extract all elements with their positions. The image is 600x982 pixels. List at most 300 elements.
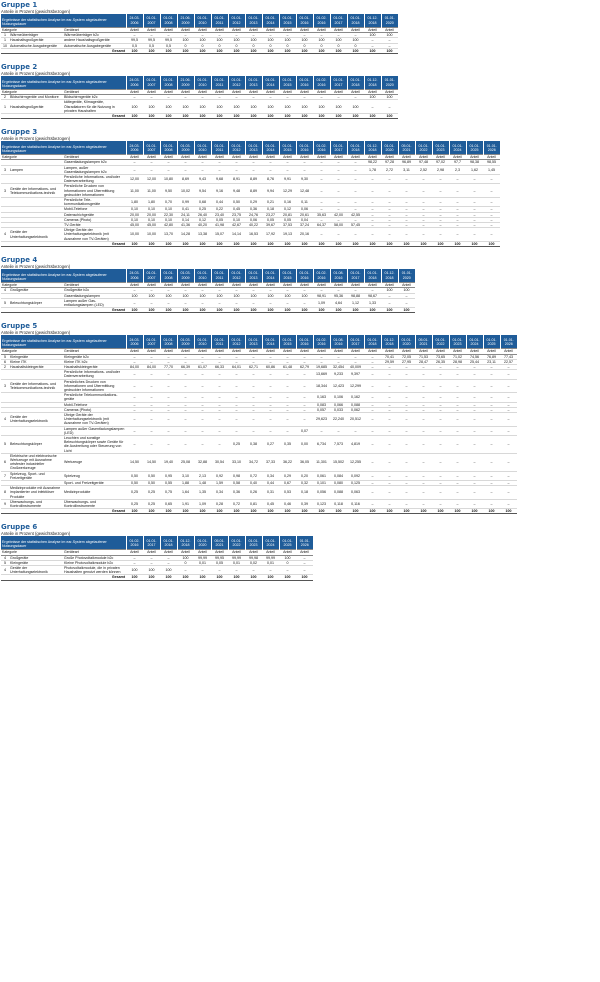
share-value: – [296, 298, 313, 307]
category-number [1, 370, 9, 379]
anteil-header: Anteil [126, 550, 143, 555]
date-header: 01.01. 2026 [483, 141, 500, 155]
date-header: 01.01. 2025 [466, 141, 483, 155]
category-name [9, 198, 63, 207]
share-value: 100 [313, 100, 330, 114]
share-value: – [160, 412, 177, 426]
group-section [1, 523, 599, 580]
share-value: 3,10 [177, 471, 194, 480]
share-value: 1,80 [126, 198, 143, 207]
share-value: – [279, 359, 296, 364]
share-value: – [330, 207, 347, 212]
share-value: – [279, 412, 296, 426]
share-value: – [466, 481, 483, 486]
share-value: 100 [313, 38, 330, 43]
share-value: – [398, 426, 415, 435]
date-header: 01.01. 2018 [364, 335, 381, 349]
share-value: 15,07 [211, 228, 228, 242]
geraeteart-header: Geräteart [63, 550, 126, 555]
share-value: – [160, 370, 177, 379]
total-value: 100 [296, 48, 313, 53]
share-value: 23,40 [211, 212, 228, 217]
share-value: – [177, 402, 194, 407]
total-value: 100 [143, 575, 160, 580]
total-value: 100 [449, 241, 466, 246]
share-value: – [432, 481, 449, 486]
share-value: – [381, 379, 398, 393]
share-value: – [245, 370, 262, 379]
group-subtitle: Anteile in Prozent (gewichtsbezogen) [1, 136, 71, 142]
group-title: Gruppe 5 [1, 322, 38, 331]
share-value: 0,123 [313, 499, 330, 508]
share-value: 73,65 [432, 354, 449, 359]
category-number: 10 [3, 43, 7, 48]
share-value: 1,12 [347, 298, 364, 307]
share-value: 1,78 [364, 165, 381, 174]
date-header: 01.01. 2010 [194, 141, 211, 155]
table-caption: Ergebnisse der statistischen Analyse im ear-System abgelaufener Nutzungsdauer [1, 14, 126, 28]
table-row [1, 100, 398, 114]
share-value: – [381, 228, 398, 242]
share-value: 0,18 [296, 486, 313, 500]
date-header: 01.01. 2016 [296, 76, 313, 90]
share-value: – [432, 402, 449, 407]
date-header: 01.01. 2017 [330, 14, 347, 28]
date-header: 01.03. 2009 [177, 141, 194, 155]
share-value: – [449, 435, 466, 453]
share-value: 0,29 [279, 471, 296, 480]
share-value: – [466, 379, 483, 393]
share-value: – [126, 426, 143, 435]
share-value: – [211, 379, 228, 393]
share-value: – [432, 212, 449, 217]
share-value: – [500, 370, 517, 379]
share-value: – [415, 471, 432, 480]
share-value: 100 [347, 100, 364, 114]
share-value: – [449, 198, 466, 207]
share-value: – [415, 212, 432, 217]
share-value: – [143, 402, 160, 407]
device-type: Mobil-Telefone [63, 402, 126, 407]
anteil-header: Anteil [500, 349, 517, 354]
date-header: 01.01. 2013 [245, 335, 262, 349]
share-value: – [177, 407, 194, 412]
share-value: 99,99 [194, 555, 211, 560]
share-value: 0,65 [160, 499, 177, 508]
date-header: 01.01. 2025 [483, 335, 500, 349]
share-value: – [262, 298, 279, 307]
share-value: – [466, 364, 483, 369]
date-header: 01.01. 2014 [262, 14, 279, 28]
anteil-header: Anteil [211, 349, 228, 354]
share-value: 20,00 [126, 212, 143, 217]
share-value: – [347, 228, 364, 242]
share-value: 9,68 [211, 175, 228, 184]
share-value: – [381, 212, 398, 217]
total-value: 100 [483, 509, 500, 514]
share-value: – [483, 212, 500, 217]
share-value: – [160, 379, 177, 393]
total-value: 100 [279, 114, 296, 119]
share-value: 45,00 [143, 223, 160, 228]
total-value: 100 [194, 509, 211, 514]
share-value: – [160, 359, 177, 364]
total-value: 100 [449, 509, 466, 514]
share-value: 0,38 [245, 435, 262, 453]
total-value: 100 [228, 575, 245, 580]
category-number [1, 175, 9, 184]
date-header: 01.01. 2026 [296, 536, 313, 550]
total-value: 100 [211, 308, 228, 313]
share-value: 0,22 [211, 207, 228, 212]
total-value: 100 [194, 114, 211, 119]
share-value: – [126, 354, 143, 359]
share-value: 0,033 [330, 407, 347, 412]
share-value: – [398, 198, 415, 207]
share-value: 100 [177, 100, 194, 114]
share-value: 23,11 [483, 359, 500, 364]
share-value: 0,44 [262, 481, 279, 486]
date-header: 01.12. 2018 [364, 76, 381, 90]
category-number: 5 [1, 560, 9, 565]
share-value: – [483, 481, 500, 486]
date-header: 01.01. 2022 [228, 536, 245, 550]
anteil-header: Anteil [415, 349, 432, 354]
category-number [1, 426, 9, 435]
anteil-header: Anteil [364, 90, 381, 95]
anteil-header: Anteil [126, 28, 143, 33]
anteil-header: Anteil [296, 155, 313, 160]
group-subtitle: Anteile in Prozent (gewichtsbezogen) [1, 330, 71, 336]
share-value: 20,81 [279, 212, 296, 217]
device-type: Cameras (Photo) [63, 407, 126, 412]
device-type: Cameras (Photo) [63, 217, 126, 222]
share-value: – [177, 288, 194, 293]
date-header: 01.01. 2007 [143, 269, 160, 283]
share-value: – [313, 288, 330, 293]
share-value: 1,48 [194, 481, 211, 486]
total-value: 100 [296, 575, 313, 580]
share-value: – [432, 435, 449, 453]
total-label: Gesamt [1, 241, 126, 246]
total-value: 100 [364, 308, 381, 313]
share-value: – [415, 499, 432, 508]
share-value: 0,10 [143, 207, 160, 212]
share-value: 24,76 [245, 212, 262, 217]
share-value: 0,12 [279, 207, 296, 212]
share-value: 0,10 [160, 217, 177, 222]
share-value: – [262, 160, 279, 165]
share-value: – [177, 354, 194, 359]
share-value: 0,5 [143, 43, 160, 48]
total-value: 100 [262, 48, 279, 53]
share-value: – [432, 370, 449, 379]
total-value: 100 [381, 308, 398, 313]
share-value: – [245, 359, 262, 364]
total-value: 100 [398, 241, 415, 246]
share-value: 0,50 [143, 481, 160, 486]
share-value: – [381, 407, 398, 412]
share-value: – [432, 217, 449, 222]
date-header: 01.02. 2016 [313, 269, 330, 283]
share-value: 0,118 [330, 499, 347, 508]
anteil-header: Anteil [245, 90, 262, 95]
date-header: 01.01. 2018 [160, 536, 177, 550]
anteil-header: Anteil [313, 155, 330, 160]
anteil-header: Anteil [279, 155, 296, 160]
share-value: – [415, 402, 432, 407]
share-value: – [228, 379, 245, 393]
share-value: – [245, 33, 262, 38]
date-header: 01.01. 2024 [466, 335, 483, 349]
total-value: 100 [483, 241, 500, 246]
share-value: 64,37 [313, 223, 330, 228]
share-value: 41,36 [177, 223, 194, 228]
share-value: 24,11 [177, 212, 194, 217]
share-value: 60,86 [262, 364, 279, 369]
share-value: 0,05 [211, 560, 228, 565]
share-value: – [347, 217, 364, 222]
kategorie-header: Kategorie [1, 155, 63, 160]
share-value: – [279, 288, 296, 293]
share-value: – [347, 165, 364, 174]
share-value: – [211, 402, 228, 407]
share-value: – [432, 393, 449, 402]
share-value: 0,25 [126, 499, 143, 508]
category-number [1, 393, 9, 402]
total-value: 100 [262, 241, 279, 246]
anteil-header: Anteil [228, 28, 245, 33]
date-header: 01.12. 2018 [177, 536, 194, 550]
share-value: – [194, 435, 211, 453]
share-value: – [143, 560, 160, 565]
date-header: 01.03. 2009 [177, 335, 194, 349]
category-number: 6 [1, 453, 9, 471]
share-value: 13,38 [194, 228, 211, 242]
share-value: – [228, 412, 245, 426]
share-value: – [432, 486, 449, 500]
share-value: – [398, 379, 415, 393]
data-table [1, 76, 398, 119]
total-value: 100 [177, 114, 194, 119]
share-value: 0,162 [347, 393, 364, 402]
category-number: 4 [1, 555, 9, 560]
share-value: – [330, 95, 347, 100]
anteil-header: Anteil [381, 90, 398, 95]
share-value: 0,34 [211, 486, 228, 500]
share-value: 0,50 [126, 471, 143, 480]
share-value: – [143, 435, 160, 453]
share-value: – [449, 184, 466, 198]
group-section [1, 128, 599, 247]
share-value: – [194, 379, 211, 393]
share-value: – [211, 412, 228, 426]
share-value: 0,061 [313, 471, 330, 480]
share-value: 33,10 [228, 453, 245, 471]
share-value: – [279, 379, 296, 393]
category-name: Großgeräte [9, 288, 63, 293]
share-value: – [296, 370, 313, 379]
table-row [1, 175, 500, 184]
share-value: – [245, 298, 262, 307]
share-value: – [466, 198, 483, 207]
share-value: – [245, 165, 262, 174]
share-value: – [330, 160, 347, 165]
share-value: – [160, 402, 177, 407]
total-value: 100 [160, 575, 177, 580]
share-value: – [466, 407, 483, 412]
date-header: 01.01. 2007 [143, 76, 160, 90]
share-value: – [279, 393, 296, 402]
share-value: – [500, 426, 517, 435]
share-value: – [143, 412, 160, 426]
date-header: 01.01. 2008 [160, 76, 177, 90]
share-value: – [211, 407, 228, 412]
share-value: – [500, 471, 517, 480]
share-value: 62,71 [245, 364, 262, 369]
share-value: 0 [211, 43, 228, 48]
share-value: – [160, 298, 177, 307]
category-name: Geräte der Unterhaltungselektronik [9, 228, 63, 242]
share-value: – [228, 407, 245, 412]
share-value: – [466, 207, 483, 212]
share-value: 37,53 [279, 223, 296, 228]
share-value: – [313, 198, 330, 207]
category-number [1, 198, 9, 207]
share-value: 9,54 [194, 184, 211, 198]
device-type: Lampen außer Gasentladungslampen (LED) [64, 426, 125, 435]
share-value: – [296, 402, 313, 407]
share-value: – [143, 288, 160, 293]
share-value: 0,04 [296, 217, 313, 222]
share-value: – [177, 393, 194, 402]
total-value: 100 [330, 48, 347, 53]
date-header: 21.06. 2009 [177, 76, 194, 90]
share-value: 66,33 [211, 364, 228, 369]
share-value: 0,92 [211, 471, 228, 480]
total-value: 100 [262, 575, 279, 580]
share-value: – [296, 160, 313, 165]
share-value: – [449, 481, 466, 486]
header-row [1, 141, 500, 155]
share-value: – [364, 198, 381, 207]
share-value: – [194, 95, 211, 100]
table-row [1, 298, 415, 307]
share-value: – [296, 560, 313, 565]
table-row [1, 566, 313, 575]
total-row [1, 575, 313, 580]
date-header: 01.01. 2012 [228, 14, 245, 28]
share-value: – [296, 354, 313, 359]
share-value: 27,95 [398, 359, 415, 364]
share-value: – [160, 435, 177, 453]
share-value: – [177, 412, 194, 426]
anteil-header: Anteil [143, 28, 160, 33]
share-value: 1,59 [211, 481, 228, 486]
share-value: – [194, 298, 211, 307]
category-number: 3 [1, 165, 9, 174]
share-value: – [415, 184, 432, 198]
share-value: – [245, 354, 262, 359]
share-value: – [381, 435, 398, 453]
share-value: – [126, 165, 143, 174]
category-number: 5 [1, 298, 9, 307]
share-value: 0,44 [211, 198, 228, 207]
category-number: 2 [1, 95, 9, 100]
date-header: 01.01. 2014 [262, 335, 279, 349]
share-value: 1,09 [194, 499, 211, 508]
share-value: 12,423 [330, 379, 347, 393]
share-value: 20,16 [296, 228, 313, 242]
share-value: 12,29 [279, 184, 296, 198]
share-value: – [262, 33, 279, 38]
share-value: 100 [160, 100, 177, 114]
share-value: – [296, 379, 313, 393]
share-value: – [466, 426, 483, 435]
share-value: – [415, 370, 432, 379]
share-value: 99,95 [211, 555, 228, 560]
anteil-header: Anteil [364, 283, 381, 288]
kategorie-header: Kategorie [1, 349, 63, 354]
device-type: Mobil-Telefone [63, 207, 126, 212]
share-value: – [500, 407, 517, 412]
date-header: 01.01. 2026 [500, 335, 517, 349]
share-value: 9,43 [194, 175, 211, 184]
total-value: 100 [143, 114, 160, 119]
share-value: – [126, 412, 143, 426]
share-value: – [483, 364, 500, 369]
share-value: 100 [177, 293, 194, 298]
share-value: – [364, 471, 381, 480]
category-name: Geräte der Unterhaltungselektronik [9, 412, 63, 426]
share-value: 0 [245, 43, 262, 48]
header-row [1, 76, 398, 90]
category-name: Kleingeräte [9, 354, 63, 359]
share-value: – [143, 407, 160, 412]
share-value: – [483, 453, 500, 471]
total-value: 100 [330, 509, 347, 514]
share-value: 9,50 [160, 184, 177, 198]
share-value: – [449, 207, 466, 212]
group-section [1, 1, 599, 54]
geraeteart-header: Geräteart [63, 90, 126, 95]
share-value: – [228, 160, 245, 165]
share-value: – [330, 228, 347, 242]
share-value: 100 [262, 38, 279, 43]
total-value: 100 [177, 575, 194, 580]
share-value: 42,80 [160, 223, 177, 228]
share-value: 23,27 [262, 212, 279, 217]
date-header: 01.01. 2013 [245, 269, 262, 283]
share-value: – [398, 393, 415, 402]
category-name: Haushaltskleingeräte [9, 364, 63, 369]
share-value: – [500, 499, 517, 508]
share-value: – [143, 354, 160, 359]
header-row [1, 14, 398, 28]
share-value: – [211, 165, 228, 174]
share-value: – [466, 370, 483, 379]
share-value: 3,11 [398, 165, 415, 174]
date-header: 24.03. 2006 [126, 14, 143, 28]
share-value: – [381, 207, 398, 212]
share-value: – [432, 412, 449, 426]
share-value: 0,99 [177, 198, 194, 207]
total-value: 100 [245, 575, 262, 580]
share-value: – [364, 228, 381, 242]
anteil-header: Anteil [262, 550, 279, 555]
total-value: 100 [279, 308, 296, 313]
share-value: 0,5 [160, 43, 177, 48]
